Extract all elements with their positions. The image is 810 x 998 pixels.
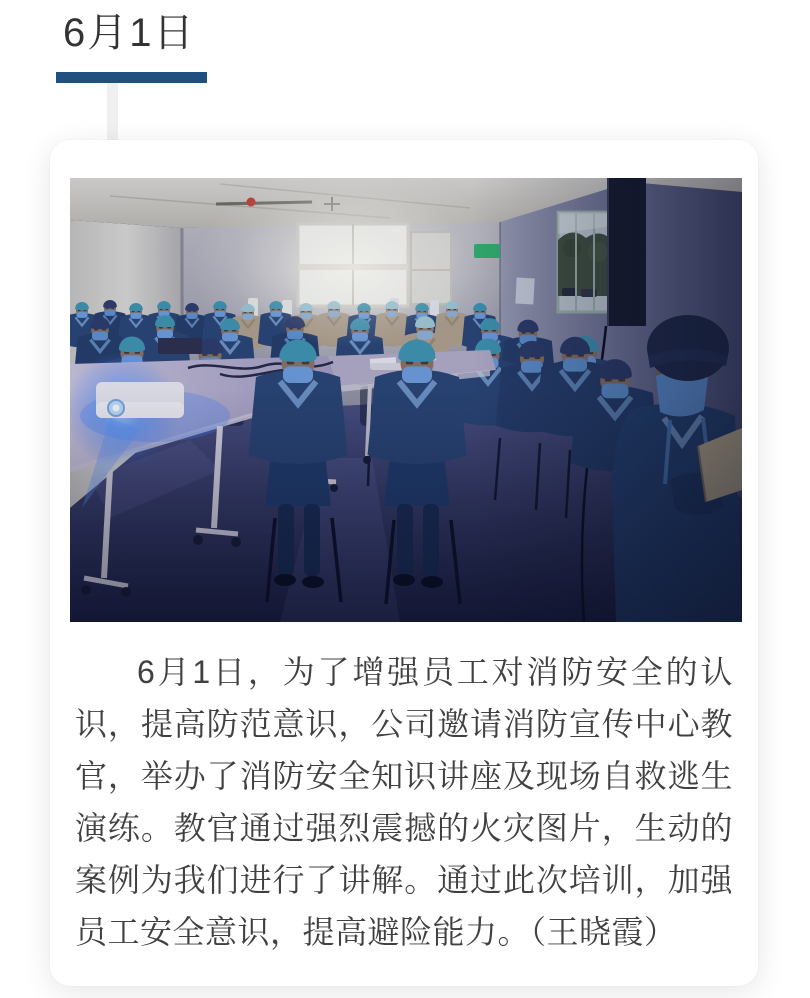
lighting-overlays — [70, 178, 742, 622]
date-underline-bar — [56, 72, 207, 83]
article-card — [50, 140, 758, 986]
training-photo-illustration — [70, 178, 742, 622]
article-paragraph: 6月1日，为了增强员工对消防安全的认识，提高防范意识，公司邀请消防宣传中心教官，举办了消防安全知识讲座及现场自救逃生演练。教官通过强烈震撼的火灾图片，生动的案例为我们进行了讲解。通过此次培训，加强员工安全意识，提高避险能力。（王晓霞） — [75, 654, 733, 950]
timeline-connector-line — [107, 83, 118, 141]
training-photo — [70, 178, 742, 622]
page-title: 6月1日 — [63, 11, 196, 55]
